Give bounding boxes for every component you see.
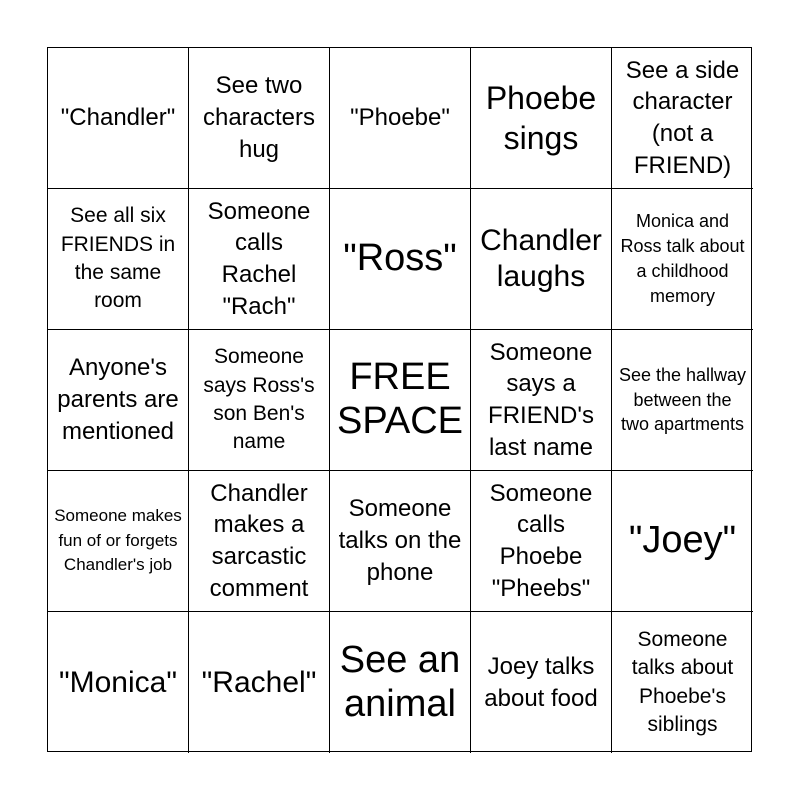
bingo-cell[interactable]: Anyone's parents are mentioned — [48, 330, 189, 471]
bingo-cell[interactable]: Someone talks on the phone — [330, 471, 471, 612]
bingo-cell[interactable]: Someone says a FRIEND's last name — [471, 330, 612, 471]
bingo-cell[interactable]: See the hallway between the two apartments — [612, 330, 753, 471]
bingo-cell[interactable]: Joey talks about food — [471, 612, 612, 753]
bingo-cell[interactable]: Someone calls Rachel "Rach" — [189, 189, 330, 330]
bingo-cell[interactable]: "Phoebe" — [330, 48, 471, 189]
bingo-cell[interactable]: See all six FRIENDS in the same room — [48, 189, 189, 330]
bingo-cell[interactable]: Chandler makes a sarcastic comment — [189, 471, 330, 612]
bingo-cell[interactable]: Chandler laughs — [471, 189, 612, 330]
bingo-cell[interactable]: "Ross" — [330, 189, 471, 330]
bingo-cell[interactable]: Someone makes fun of or forgets Chandler's job — [48, 471, 189, 612]
bingo-cell[interactable]: "Joey" — [612, 471, 753, 612]
bingo-cell[interactable]: "Chandler" — [48, 48, 189, 189]
bingo-cell[interactable]: Someone says Ross's son Ben's name — [189, 330, 330, 471]
free-space-cell[interactable]: FREE SPACE — [330, 330, 471, 471]
bingo-cell[interactable]: See two characters hug — [189, 48, 330, 189]
bingo-cell[interactable]: "Rachel" — [189, 612, 330, 753]
bingo-card — [47, 47, 752, 752]
bingo-cell[interactable]: Phoebe sings — [471, 48, 612, 189]
bingo-cell[interactable]: Monica and Ross talk about a childhood memory — [612, 189, 753, 330]
bingo-cell[interactable]: See an animal — [330, 612, 471, 753]
bingo-cell[interactable]: Someone talks about Phoebe's siblings — [631, 627, 734, 736]
bingo-cell[interactable]: See a side character (not a FRIEND) — [612, 48, 753, 189]
bingo-cell[interactable]: Someone calls Phoebe "Pheebs" — [471, 471, 612, 612]
bingo-cell[interactable]: "Monica" — [48, 612, 189, 753]
